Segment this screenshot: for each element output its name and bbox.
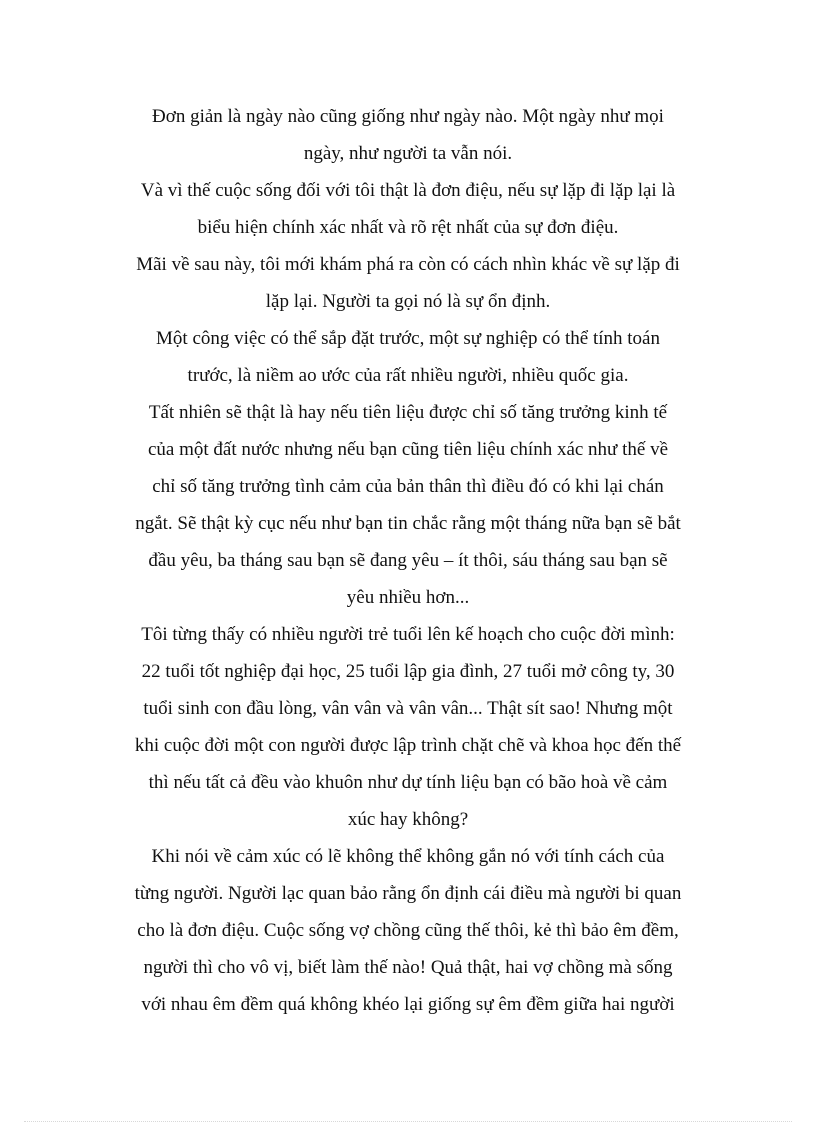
- paragraph-7: [110, 838, 706, 1023]
- text-line: yêu nhiều hơn...: [346, 587, 470, 608]
- text-line: Và vì thế cuộc sống đối với tôi thật là đơn điệu, nếu sự lặp đi lặp lại là: [140, 180, 676, 201]
- text-line: Tất nhiên sẽ thật là hay nếu tiên liệu được chỉ số tăng trưởng kinh tế: [148, 402, 668, 423]
- text-line: từng người. Người lạc quan bảo rằng ổn định cái điều mà người bi quan: [134, 883, 682, 904]
- paragraph-6: [110, 616, 706, 838]
- text-line: thì nếu tất cả đều vào khuôn như dự tính liệu bạn có bão hoà về cảm: [148, 772, 668, 793]
- text-line: người thì cho vô vị, biết làm thế nào! Quả thật, hai vợ chồng mà sống: [143, 957, 673, 978]
- page-bottom-divider: [24, 1121, 792, 1122]
- text-line: biểu hiện chính xác nhất và rõ rệt nhất của sự đơn điệu.: [197, 217, 619, 238]
- text-line: 22 tuổi tốt nghiệp đại học, 25 tuổi lập gia đình, 27 tuổi mở công ty, 30: [141, 661, 675, 682]
- text-line: Khi nói về cảm xúc có lẽ không thể không gắn nó với tính cách của: [151, 846, 665, 867]
- text-line: tuổi sinh con đầu lòng, vân vân và vân vân... Thật sít sao! Nhưng một: [143, 698, 673, 719]
- text-line: Đơn giản là ngày nào cũng giống như ngày nào. Một ngày như mọi: [152, 106, 664, 127]
- text-line: Một công việc có thể sắp đặt trước, một sự nghiệp có thể tính toán: [156, 328, 660, 349]
- text-line: lặp lại. Người ta gọi nó là sự ổn định.: [265, 291, 551, 312]
- paragraph-5: [110, 394, 706, 616]
- paragraph-4: [110, 320, 706, 394]
- text-line: ngày, như người ta vẫn nói.: [303, 143, 513, 164]
- text-line: xúc hay không?: [347, 809, 469, 830]
- text-line: với nhau êm đềm quá không khéo lại giống sự êm đềm giữa hai người: [141, 994, 675, 1015]
- body-text: [110, 98, 706, 1023]
- text-line: Mãi về sau này, tôi mới khám phá ra còn có cách nhìn khác về sự lặp đi: [136, 254, 680, 275]
- text-line: trước, là niềm ao ước của rất nhiều người, nhiều quốc gia.: [187, 365, 629, 386]
- paragraph-1: [110, 98, 706, 172]
- text-line: Tôi từng thấy có nhiều người trẻ tuổi lên kế hoạch cho cuộc đời mình:: [141, 624, 675, 645]
- text-line: ngắt. Sẽ thật kỳ cục nếu như bạn tin chắc rằng một tháng nữa bạn sẽ bắt: [135, 513, 681, 534]
- paragraph-3: [110, 246, 706, 320]
- text-line: chỉ số tăng trưởng tình cảm của bản thân thì điều đó có khi lại chán: [152, 476, 664, 497]
- text-line: cho là đơn điệu. Cuộc sống vợ chồng cũng thế thôi, kẻ thì bảo êm đềm,: [137, 920, 679, 941]
- paragraph-2: [110, 172, 706, 246]
- text-line: đầu yêu, ba tháng sau bạn sẽ đang yêu – ít thôi, sáu tháng sau bạn sẽ: [148, 550, 668, 571]
- text-line: khi cuộc đời một con người được lập trình chặt chẽ và khoa học đến thế: [134, 735, 682, 756]
- text-line: của một đất nước nhưng nếu bạn cũng tiên liệu chính xác như thế về: [147, 439, 668, 460]
